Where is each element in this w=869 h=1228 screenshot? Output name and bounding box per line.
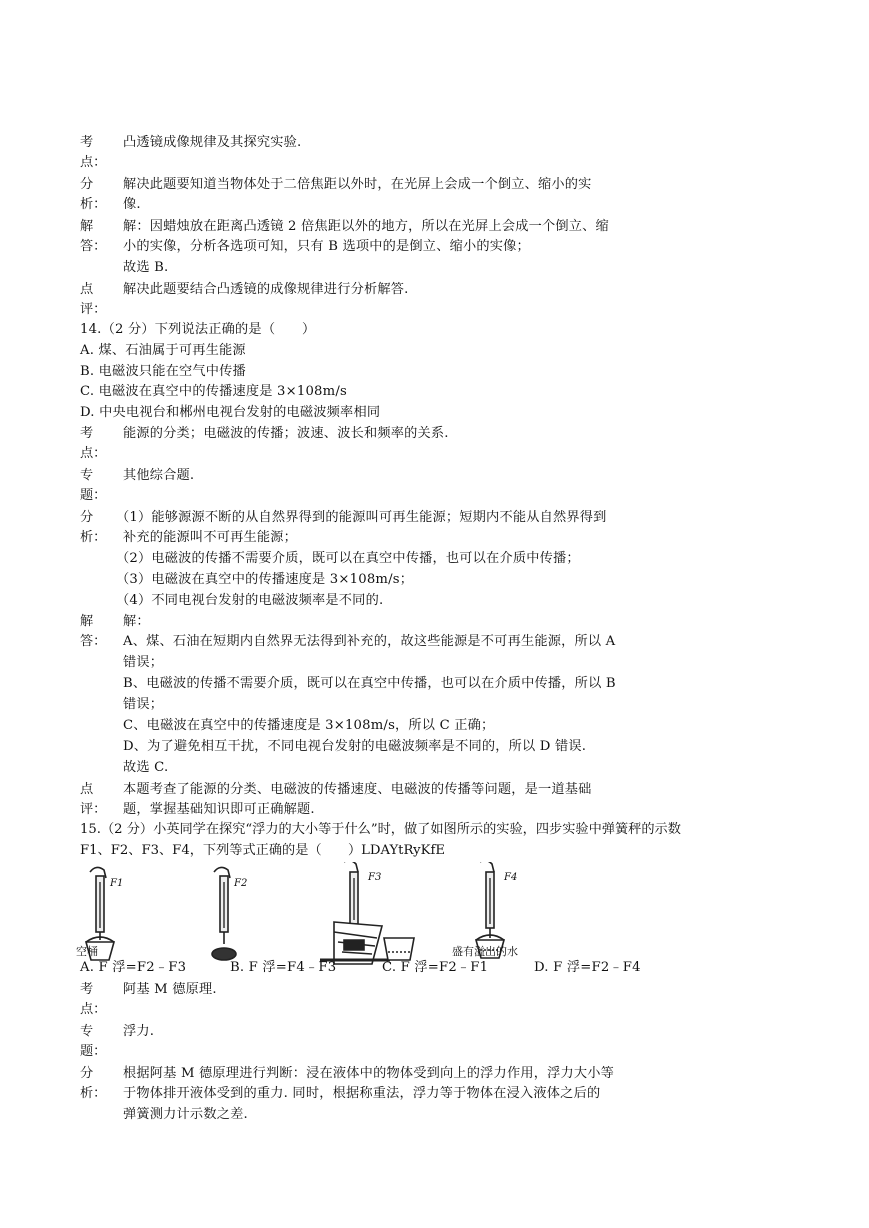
q14-dianping-line: 本题考查了能源的分类、电磁波的传播速度、电磁波的传播等问题，是一道基础 xyxy=(123,782,592,797)
kaodian-label-char1: 考 xyxy=(80,135,94,150)
label-f1: F1 xyxy=(110,878,124,889)
fenxi-label-char2: 析： xyxy=(80,197,107,212)
fenxi-label-char2: 析： xyxy=(80,1086,107,1101)
q14-fenxi-line: （4）不同电视台发射的电磁波频率是不同的. xyxy=(116,593,384,608)
q15-fenxi-line: 弹簧测力计示数之差. xyxy=(123,1107,248,1122)
fenxi-label-char2: 析： xyxy=(80,530,107,545)
q14-kaodian: 能源的分类；电磁波的传播；波速、波长和频率的关系. xyxy=(123,426,449,441)
jieda-label-char1: 解 xyxy=(80,614,94,629)
q14-jieda-line: C、电磁波在真空中的传播速度是 3×108m/s，所以 C 正确； xyxy=(123,718,495,733)
q14-jieda-line: 故选 C. xyxy=(123,760,169,775)
q14-option-b: B. 电磁波只能在空气中传播 xyxy=(80,364,246,379)
q14-jieda-line: 错误； xyxy=(123,697,164,712)
caption-overflow-water: 盛有溢出的水 xyxy=(452,945,518,958)
q13-fenxi-line: 解决此题要知道当物体处于二倍焦距以外时，在光屏上会成一个倒立、缩小的实 xyxy=(123,177,592,192)
kaodian-label-char2: 点： xyxy=(80,1002,107,1017)
q15-fenxi-line: 于物体排开液体受到的重力. 同时，根据称重法，浮力等于物体在浸入液体之后的 xyxy=(123,1086,601,1101)
zhuanti-label-char1: 专 xyxy=(80,1024,94,1039)
q14-jieda-line: A、煤、石油在短期内自然界无法得到补充的，故这些能源是不可再生能源，所以 A xyxy=(123,634,616,649)
q13-dianping: 解决此题要结合凸透镜的成像规律进行分析解答. xyxy=(123,282,409,297)
q15-fenxi-line: 根据阿基 M 德原理进行判断：浸在液体中的物体受到向上的浮力作用，浮力大小等 xyxy=(123,1066,615,1081)
q13-fenxi-line: 像. xyxy=(123,197,141,212)
q15-zhuanti: 浮力. xyxy=(123,1024,155,1039)
label-f2: F2 xyxy=(234,878,248,889)
q13-jieda-line: 故选 B. xyxy=(123,260,169,275)
q14-fenxi-line: （2）电磁波的传播不需要介质，既可以在真空中传播，也可以在介质中传播； xyxy=(116,551,580,566)
q15-stem-line: F1、F2、F3、F4，下列等式正确的是（ ）LDAYtRyKfE xyxy=(80,843,445,858)
jieda-label-char2: 答： xyxy=(80,634,107,649)
kaodian-label-char2: 点： xyxy=(80,155,107,170)
zhuanti-label-char2: 题： xyxy=(80,488,107,503)
dianping-label-char2: 评： xyxy=(80,302,107,317)
q14-fenxi-line: （3）电磁波在真空中的传播速度是 3×108m/s； xyxy=(116,572,414,587)
zhuanti-label-char2: 题： xyxy=(80,1044,107,1059)
q15-kaodian: 阿基 M 德原理. xyxy=(123,982,217,997)
q14-fenxi-line: （1）能够源源不断的从自然界得到的能源叫可再生能源；短期内不能从自然界得到 xyxy=(116,510,607,525)
jieda-label-char2: 答： xyxy=(80,239,107,254)
caption-empty-bucket: 空桶 xyxy=(76,945,98,958)
kaodian-label-char1: 考 xyxy=(80,426,94,441)
kaodian-label-char2: 点： xyxy=(80,446,107,461)
q14-jieda-line: D、为了避免相互干扰，不同电视台发射的电磁波频率是不同的，所以 D 错误. xyxy=(123,739,587,754)
q13-kaodian: 凸透镜成像规律及其探究实验. xyxy=(123,135,302,150)
q14-dianping-line: 题，掌握基础知识即可正确解题. xyxy=(123,802,315,817)
q14-jieda-line: 解： xyxy=(123,614,150,629)
fenxi-label-char1: 分 xyxy=(80,510,94,525)
q14-option-a: A. 煤、石油属于可再生能源 xyxy=(80,343,246,358)
q13-jieda-line: 小的实像，分析各选项可知，只有 B 选项中的是倒立、缩小的实像； xyxy=(123,239,530,254)
fenxi-label-char1: 分 xyxy=(80,1066,94,1081)
q15-stem-line: 15.（2 分）小英同学在探究“浮力的大小等于什么”时，做了如图所示的实验，四步实验中弹簧秤的示数 xyxy=(80,822,681,837)
q15-option-c: C. F 浮=F2﹣F1 xyxy=(382,960,489,975)
label-f4: F4 xyxy=(504,872,518,883)
jieda-label-char1: 解 xyxy=(80,219,94,234)
dianping-label-char2: 评： xyxy=(80,802,107,817)
q14-jieda-line: 错误； xyxy=(123,655,164,670)
fenxi-label-char1: 分 xyxy=(80,177,94,192)
q14-fenxi-line: 补充的能源叫不可再生能源； xyxy=(123,530,298,545)
q13-jieda-line: 解：因蜡烛放在距离凸透镜 2 倍焦距以外的地方，所以在光屏上会成一个倒立、缩 xyxy=(123,219,609,234)
dianping-label-char1: 点 xyxy=(80,782,94,797)
q14-zhuanti: 其他综合题. xyxy=(123,468,195,483)
q14-jieda-line: B、电磁波的传播不需要介质，既可以在真空中传播，也可以在介质中传播，所以 B xyxy=(123,676,616,691)
q15-option-b: B. F 浮=F4﹣F3 xyxy=(230,960,337,975)
q14-option-c: C. 电磁波在真空中的传播速度是 3×108m/s xyxy=(80,384,347,399)
zhuanti-label-char1: 专 xyxy=(80,468,94,483)
q15-option-a: A. F 浮=F2﹣F3 xyxy=(80,960,187,975)
q15-option-d: D. F 浮=F2﹣F4 xyxy=(534,960,641,975)
dianping-label-char1: 点 xyxy=(80,282,94,297)
q14-stem: 14.（2 分）下列说法正确的是（ ） xyxy=(80,322,316,337)
kaodian-label-char1: 考 xyxy=(80,982,94,997)
experiment-figure xyxy=(72,862,542,965)
q14-option-d: D. 中央电视台和郴州电视台发射的电磁波频率相同 xyxy=(80,405,381,420)
label-f3: F3 xyxy=(368,872,382,883)
